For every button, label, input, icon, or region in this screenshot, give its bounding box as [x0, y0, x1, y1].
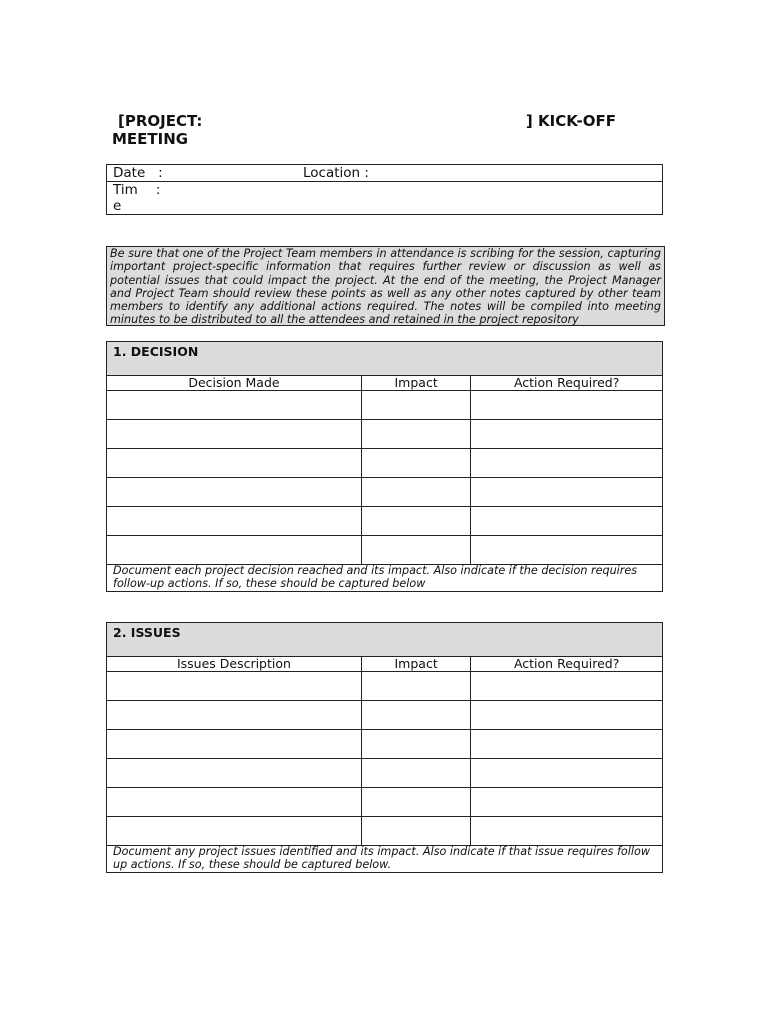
action-col-header: Action Required? — [471, 657, 663, 672]
table-row — [107, 391, 663, 420]
table-row — [107, 672, 663, 701]
decision-cell[interactable] — [471, 507, 663, 536]
decision-cell[interactable] — [361, 420, 470, 449]
instructions-note: Be sure that one of the Project Team members in attendance is scribing for the session, capturing important project-specific information that requires further review or discussion as well as potential issues that could impact the project. At the end of the meeting, the Project Manager and Project Team should review these points as well as any other notes captured by other team members to identify any additional actions required. The notes will be compiled into meeting minutes to be distributed to all the attendees and retained in the project repository — [106, 246, 665, 326]
decision-cell[interactable] — [471, 420, 663, 449]
time-cell[interactable] — [107, 182, 663, 215]
table-row — [107, 420, 663, 449]
decision-cell[interactable] — [361, 536, 470, 565]
issues-cell[interactable] — [471, 817, 663, 846]
decision-cell[interactable] — [361, 478, 470, 507]
decision-cell[interactable] — [471, 536, 663, 565]
decision-table — [106, 341, 663, 592]
table-row — [107, 478, 663, 507]
issues-cell[interactable] — [361, 672, 470, 701]
issues-cell[interactable] — [107, 672, 362, 701]
impact-col-header: Impact — [361, 376, 470, 391]
decision-cell[interactable] — [107, 478, 362, 507]
decision-cell[interactable] — [361, 391, 470, 420]
issues-cell[interactable] — [471, 730, 663, 759]
issues-cell[interactable] — [361, 817, 470, 846]
action-col-header: Action Required? — [471, 376, 663, 391]
issues-cell[interactable] — [471, 759, 663, 788]
decision-col-header: Decision Made — [107, 376, 362, 391]
issues-cell[interactable] — [471, 672, 663, 701]
issues-cell[interactable] — [361, 730, 470, 759]
decision-cell[interactable] — [471, 449, 663, 478]
decision-cell[interactable] — [107, 449, 362, 478]
issues-cell[interactable] — [361, 788, 470, 817]
table-row — [107, 449, 663, 478]
document-title — [112, 112, 672, 148]
date-label: Date : — [113, 165, 163, 181]
issues-cell[interactable] — [471, 788, 663, 817]
table-row — [107, 817, 663, 846]
table-row — [107, 730, 663, 759]
project-label: [PROJECT: — [118, 112, 203, 130]
issues-section-title: 2. ISSUES — [107, 623, 663, 657]
decision-cell[interactable] — [107, 420, 362, 449]
issues-cell[interactable] — [107, 817, 362, 846]
issues-cell[interactable] — [361, 759, 470, 788]
decision-cell[interactable] — [107, 536, 362, 565]
time-colon: : — [155, 182, 161, 198]
decision-cell[interactable] — [361, 507, 470, 536]
time-label: Tim e — [113, 182, 138, 214]
issues-cell[interactable] — [107, 759, 362, 788]
impact-col-header: Impact — [361, 657, 470, 672]
issues-cell[interactable] — [471, 701, 663, 730]
date-location-cell[interactable] — [107, 165, 663, 182]
issues-table — [106, 622, 663, 873]
decision-cell[interactable] — [471, 391, 663, 420]
table-row — [107, 759, 663, 788]
table-row — [107, 536, 663, 565]
decision-footnote: Document each project decision reached and its impact. Also indicate if the decision requires follow-up actions. If so, these should be captured below — [107, 565, 663, 592]
decision-cell[interactable] — [361, 449, 470, 478]
decision-cell[interactable] — [107, 391, 362, 420]
issues-cell[interactable] — [107, 701, 362, 730]
decision-cell[interactable] — [107, 507, 362, 536]
location-label: Location : — [303, 165, 369, 181]
issues-cell[interactable] — [361, 701, 470, 730]
issues-footnote: Document any project issues identified and its impact. Also indicate if that issue requires follow up actions. If so, these should be captured below. — [107, 846, 663, 873]
decision-cell[interactable] — [471, 478, 663, 507]
decision-section-title: 1. DECISION — [107, 342, 663, 376]
issues-cell[interactable] — [107, 730, 362, 759]
issues-col-header: Issues Description — [107, 657, 362, 672]
issues-cell[interactable] — [107, 788, 362, 817]
kickoff-label: ] KICK-OFF — [525, 112, 616, 130]
table-row — [107, 701, 663, 730]
table-row — [107, 507, 663, 536]
table-row — [107, 788, 663, 817]
meeting-info-table — [106, 164, 663, 215]
meeting-label: MEETING — [112, 130, 189, 148]
